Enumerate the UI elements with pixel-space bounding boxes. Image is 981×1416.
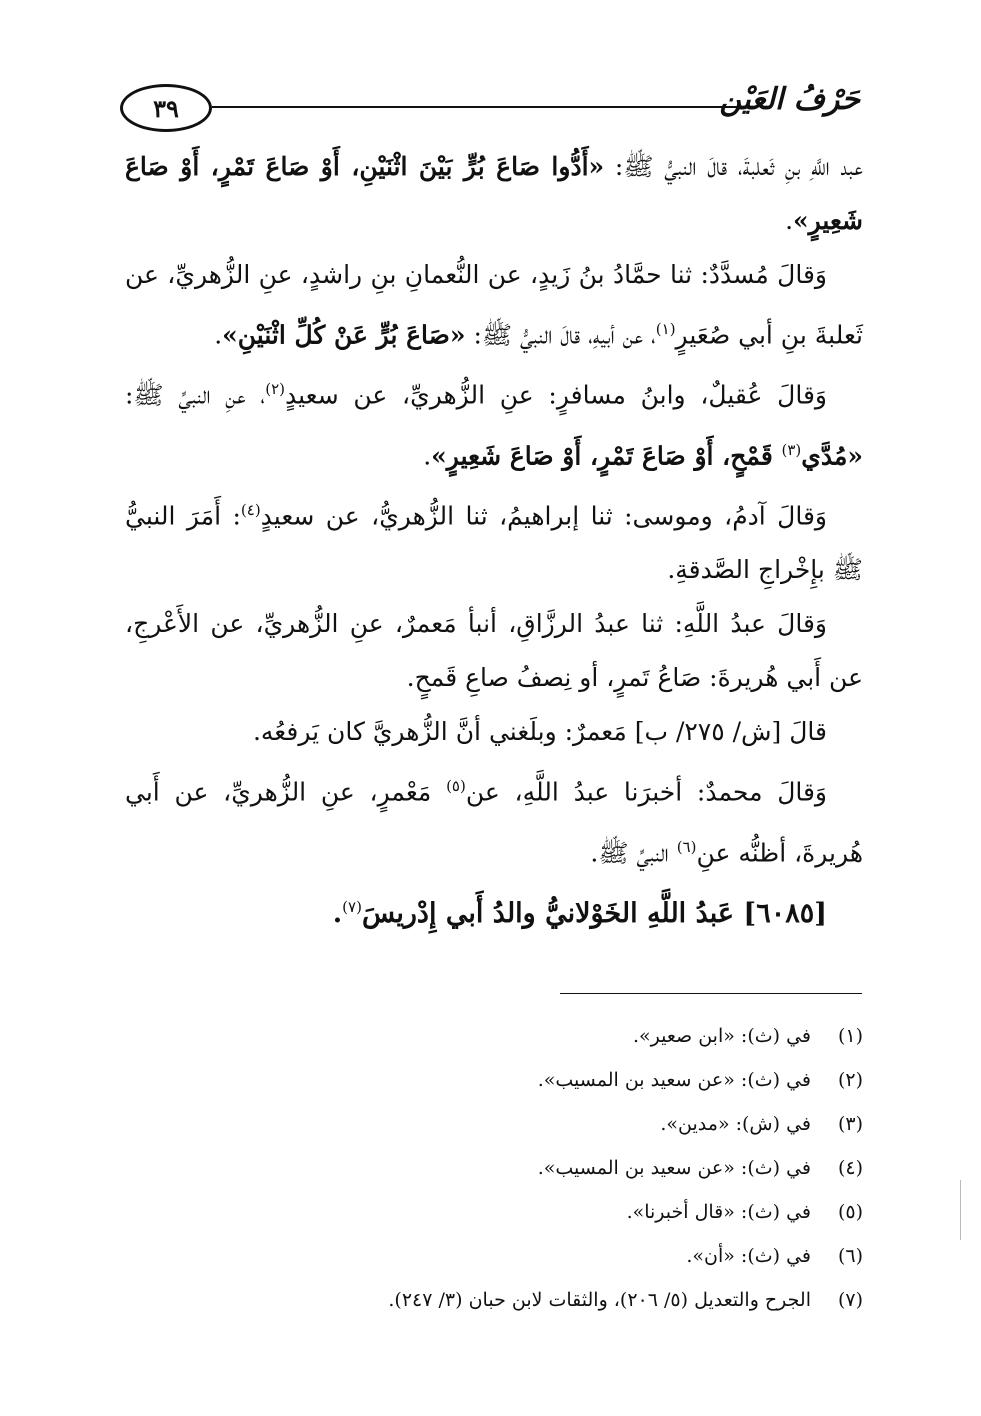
footnote-number: (٢) xyxy=(837,1069,863,1091)
text-run: . xyxy=(423,440,432,470)
entry-note: (٧) xyxy=(342,897,362,916)
footnote-text: في (ث): «أن». xyxy=(686,1245,811,1267)
footnote-text: في (ث): «عن سعيد بن المسيب». xyxy=(537,1157,811,1179)
text-run: وَقالَ عبدُ اللَّهِ: ثنا عبدُ الرزَّاقِ، أنبأ مَعمرٌ، عنِ الزُّهريِّ، عن الأَعْرجِ، عن أَبي هُريرةَ: صَاعُ تَمرٍ، أو نِصفُ صاعِ قَمحٍ. xyxy=(125,609,863,693)
footnote-ref: (١) xyxy=(655,320,676,338)
footnotes xyxy=(125,1014,863,1322)
footnote-text: في (ش): «مدين». xyxy=(660,1113,811,1135)
text-run: وَقالَ مُسدَّدٌ: ثنا حمَّادُ بنُ زَيدٍ، عن النُّعمانِ بنِ راشدٍ، عنِ الزُّهريِّ، عن ثَعلبةَ بنِ أبي صُعَيرٍ xyxy=(125,260,863,350)
page-number: ٣٩ xyxy=(120,84,212,132)
page-header xyxy=(120,80,860,136)
text-run: قالَ [ش/ ٢٧٥/ ب] مَعمرٌ: وبلَغني أنَّ الزُّهريَّ كان يَرفعُه. xyxy=(252,717,827,747)
footnote-number: (٣) xyxy=(837,1113,863,1135)
footnote-text: الجرح والتعديل (٥/ ٢٠٦)، والثقات لابن حبان (٣/ ٢٤٧). xyxy=(388,1289,811,1311)
footnote-text: في (ث): «ابن صعير». xyxy=(633,1025,811,1047)
text-run: ، عنِ النبيِّ ﷺ: xyxy=(125,380,266,410)
footnote-number: (٥) xyxy=(837,1201,863,1223)
footnote-item xyxy=(125,1190,863,1234)
footnote-ref: (٤) xyxy=(240,500,261,519)
text-run: وَقالَ محمدٌ: أخبرَنا عبدُ اللَّهِ، عن xyxy=(465,777,828,807)
entry-number: [٦٠٨٥] xyxy=(743,897,827,929)
text-run: : أَمَرَ النبيُّ ﷺ بإِخْراجِ الصَّدقةِ. xyxy=(125,501,863,585)
footnote-number: (٦) xyxy=(837,1245,863,1267)
text-run: وَقالَ آدمُ، وموسى: ثنا إبراهيمُ، ثنا الزُّهريُّ، عن سعيدٍ xyxy=(260,501,827,531)
footnote-item xyxy=(125,1146,863,1190)
paragraph xyxy=(125,705,863,759)
footnote-ref: (٢) xyxy=(265,380,285,399)
text-run: . xyxy=(214,320,223,350)
text-run: . xyxy=(785,206,794,235)
text-run: وَقالَ عُقيلٌ، وابنُ مسافرٍ: عنِ الزُّهريِّ، عن سعيدٍ xyxy=(284,380,827,410)
hadith-text: قَمْحٍ، أَوْ صَاعَ تَمْرٍ، أَوْ صَاعَ شَعِيرٍ» xyxy=(431,440,782,470)
text-run: عبد اللَّهِ بنِ ثَعلبةَ، قالَ النبيُّ ﷺ: xyxy=(604,152,863,181)
footnote-number: (١) xyxy=(837,1025,863,1047)
header-rule xyxy=(212,106,742,108)
running-head: حَرْفُ العَيْن xyxy=(719,82,860,117)
footnote-item xyxy=(125,1102,863,1146)
hadith-text: «مُدَّي xyxy=(801,440,863,470)
text-run: النبيِّ ﷺ. xyxy=(590,837,677,867)
hadith-text: «أَدُّوا صَاعَ بُرٍّ بَيْنَ اثْنَيْنِ، أَوْ صَاعَ تَمْرٍ، أَوْ صَاعَ شَعِيرٍ» xyxy=(125,152,863,235)
footnote-item xyxy=(125,1058,863,1102)
body-text xyxy=(125,140,863,941)
paragraph xyxy=(125,483,863,597)
footnote-text: في (ث): «قال أخبرنا». xyxy=(626,1201,811,1223)
footnote-separator xyxy=(560,993,862,994)
paragraph xyxy=(125,759,863,880)
text-run: مَعْمرٍ، عنِ الزُّهريِّ، عن أَبي هُريرةَ، أظنُّه عنِ xyxy=(125,777,863,867)
entry-end: . xyxy=(332,897,343,929)
text-run: ، عن أبيهِ، قالَ النبيُّ ﷺ: xyxy=(465,320,656,350)
footnote-ref: (٥) xyxy=(446,777,466,796)
footnote-text: في (ث): «عن سعيد بن المسيب». xyxy=(537,1069,811,1091)
paragraph xyxy=(125,362,863,483)
paragraph xyxy=(125,597,863,705)
footnote-item xyxy=(125,1234,863,1278)
paragraph xyxy=(125,248,863,362)
footnote-number: (٧) xyxy=(837,1289,863,1311)
footnote-item xyxy=(125,1014,863,1058)
footnote-ref: (٣) xyxy=(781,440,802,459)
footnote-number: (٤) xyxy=(837,1157,863,1179)
hadith-text: «صَاعَ بُرٍّ عَنْ كُلِّ اثْنَيْنِ» xyxy=(222,320,466,350)
footnote-ref: (٦) xyxy=(676,837,697,856)
entry-title: عَبدُ اللَّهِ الخَوْلانيُّ والدُ أَبي إِدْريسَ xyxy=(361,897,744,929)
page-edge-mark xyxy=(960,1180,961,1240)
entry-heading xyxy=(125,880,863,941)
paragraph xyxy=(125,140,863,248)
footnote-item xyxy=(125,1278,863,1322)
